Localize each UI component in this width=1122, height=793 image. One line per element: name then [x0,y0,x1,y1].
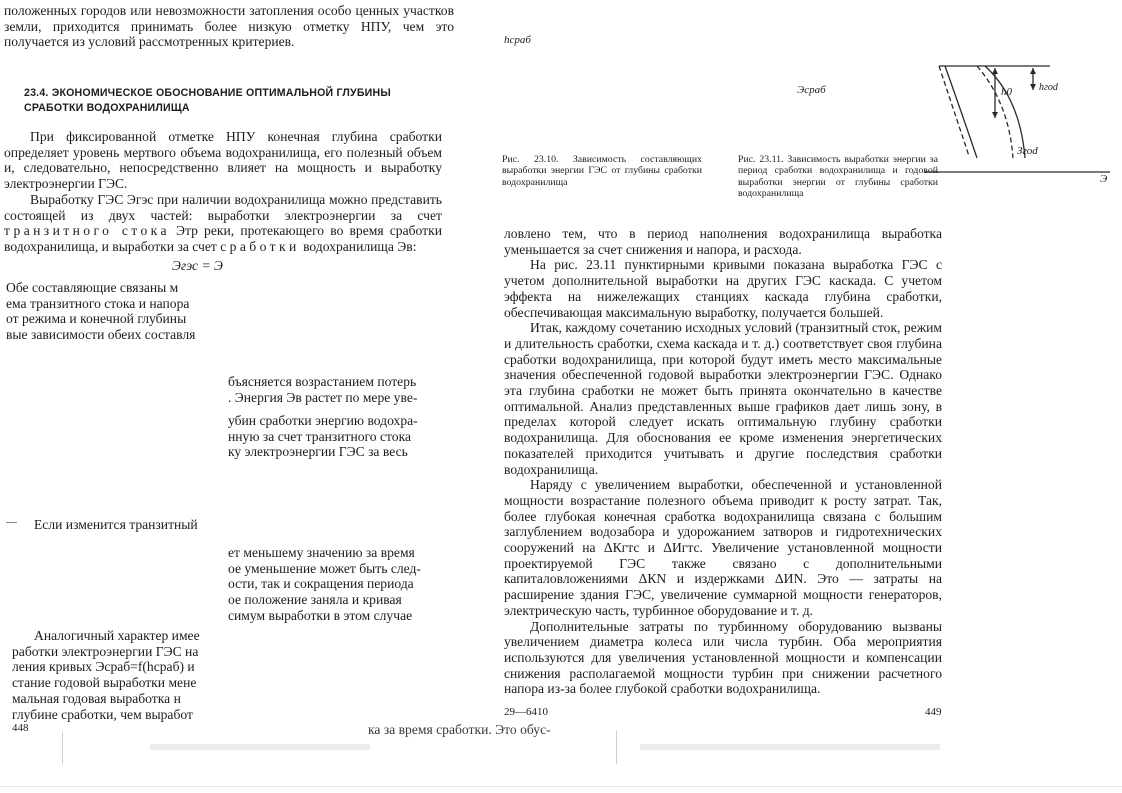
scan-edge-right [616,730,617,764]
fig-label-h0: h0 [1001,86,1012,98]
cut-text-block-5-line: ое уменьшение может быть след- [228,560,421,576]
right-paragraph-5: Дополнительные затраты по турбинному оборудованию вызваны увеличением диаметра колеса или числа турбин. Оба мероприятия используются для увеличения установленной мощности и компенсации снижения располагаемой мощности турбин при снижении расчетного напора из-за более глубокой сработки водохранилища. [504,618,942,697]
scan-bottom-line [0,786,1122,787]
right-page [470,0,1122,793]
cut-text-block-1-line: ема транзитного стока и напора [6,295,190,311]
right-paragraph-1: ловлено тем, что в период наполнения водохранилища выработка уменьшается за счет снижения и напора, и расхода. [504,226,942,257]
top-paragraph-text: положенных городов или невозможности затопления особо ценных участков земли, приходится принимать более низкую отметку НПУ, чем это получается из условий рассмотренных критериев. [4,3,454,50]
cut-text-block-6-line: Аналогичный характер имее [34,628,200,643]
cut-text-block-6-line: мальная годовая выработка н [12,690,181,706]
paragraph-2-part-a: Выработку ГЭС Эгэс при наличии водохранилища можно представить состоящей из двух частей: выработки электроэнергии за счет [4,191,442,223]
cut-text-block-5-line: ое положение заняла и кривая [228,592,402,608]
right-paragraph-2: На рис. 23.11 пунктирными кривыми показана выработка ГЭС с учетом дополнительной выработки на других ГЭС каскада. С учетом эффекта на нижележащих станциях каскада глубина сработки, обеспечивающая максимальную выработку, получается большей. [504,257,942,320]
cut-text-block-6-line: работки электроэнергии ГЭС на [12,643,199,659]
fig-label-esrab: Эсраб [797,84,826,96]
cut-text-block-3-line: убин сработки энергию водохра- [228,413,418,428]
paragraph-2-spaced-term-2: сработки [220,238,300,254]
right-paragraph-4: Наряду с увеличением выработки, обеспеченной и установленной мощности возрастание полезного объема приводит к росту затрат. Так, более глубокая конечная сработка водохранилища связана с большим заглублением водозабора и удорожанием затворов и гидротехнических сооружений на ΔКгтс и ΔИгтс. Увеличение установленной мощности проектируемой ГЭС также связано с дополнительными капиталовложениями ΔКN и издержками ΔИN. Это — затраты на расширение здания ГЭС, увеличение суммарной мощности генераторов, электрическую часть, турбинное оборудование и т. д. [504,477,942,618]
section-heading [24,86,391,115]
formula-egs: Эгэс = Э [172,258,223,273]
fig-label-egod: Згоd [1017,145,1038,157]
cut-text-block-6-line: стание годовой выработки мене [12,675,197,691]
cut-text-block-1-line: от режима и конечной глубины [6,311,187,327]
section-heading-line2: СРАБОТКИ ВОДОХРАНИЛИЩА [24,101,190,114]
caption-fig-23-10: Рис. 23.10. Зависимость составляющих выработки энергии ГЭС от глубины сработки водохранилища [502,154,702,188]
body-block-left [4,129,442,255]
cut-text-block-3-line: нную за счет транзитного стока [228,428,411,444]
figure-23-11-diagram [925,58,1115,180]
scan-smudge-2 [640,744,940,750]
curve-srab-solid [945,66,977,158]
paragraph-1: При фиксированной отметке НПУ конечная глубина сработки определяет уровень мертвого объема водохранилища, его полезный объем и, следовательно, непосредственно влияет на мощность и выработку электроэнергии ГЭС. [4,129,442,192]
cut-text-block-2-line: бъясняется возрастанием потерь [228,374,417,389]
cut-text-block-5-line: ости, так и сокращения периода [228,576,414,592]
scan-smudge-1 [150,744,370,750]
fig-label-hsrab: hсраб [504,34,531,46]
page-number-left: 448 [12,722,29,734]
cut-text-block-1-line: Обе составляющие связаны м [6,280,179,295]
page-number-right: 449 [925,706,942,718]
dash-mark: — [6,516,17,528]
signature-mark: 29—6410 [504,706,548,718]
caption-fig-23-11: Рис. 23.11. Зависимость выработки энергии за период сработки водохранилища и годовой выработки энергии от глубины сработки водохранилища [738,154,938,200]
bottom-fragment-text: ка за время сработки. Это обус- [368,722,551,737]
cut-text-line-4: Если изменится транзитный [34,517,198,532]
right-paragraph-3: Итак, каждому сочетанию исходных условий (транзитный сток, режим и длительность сработки, схема каскада и т. д.) соответствует своя глубина сработки водохранилища, при которой будут иметь место максимальные значения обеспеченной годовой выработки электроэнергии ГЭС. Однако эта глубина сработки не может быть принята окончательно в качестве оптимальной. Анализ представленных выше графиков дает лишь зону, в пределах которой следует искать оптимальную глубину сработки водохранилища. Для обоснования ее кроме изменения энергетических показателей приходится учитывать и другие последствия сработки водохранилища. [504,320,942,477]
paragraph-2 [4,192,442,255]
curve-srab-dashed [939,66,969,156]
left-page [0,0,470,793]
fig-label-hgod: hгоd [1039,82,1058,93]
fig-label-axis-e: Э [1100,173,1108,185]
cut-text-block-5-line: ет меньшему значению за время [228,545,415,560]
cut-text-block-2-line: . Энергия Эв растет по мере уве- [228,389,418,405]
cut-text-block-5-line: симум выработки в этом случае [228,607,413,623]
cut-text-block-6-line: ления кривых Эсраб=f(hсраб) и [12,659,195,675]
cut-text-block-6-line: глубине сработки, чем выработ [12,706,193,722]
paragraph-2-part-b: Этр реки, протекающего во время сработки водохранилища, и выработки за счет [4,223,442,254]
paragraph-2-spaced-term: транзитного стока [4,223,170,239]
paragraph-2-part-c: водохранилища Эв: [303,238,417,254]
scan-edge-left [62,732,63,764]
body-block-right [504,226,942,697]
bottom-scan-strip [0,722,1122,793]
cut-text-block-3-line: ку электроэнергии ГЭС за весь [228,444,408,460]
top-paragraph [4,3,454,50]
cut-text-block-1-line: вые зависимости обеих составля [6,327,196,343]
section-heading-line1: 23.4. ЭКОНОМИЧЕСКОЕ ОБОСНОВАНИЕ ОПТИМАЛЬНОЙ ГЛУБИНЫ [24,87,391,99]
